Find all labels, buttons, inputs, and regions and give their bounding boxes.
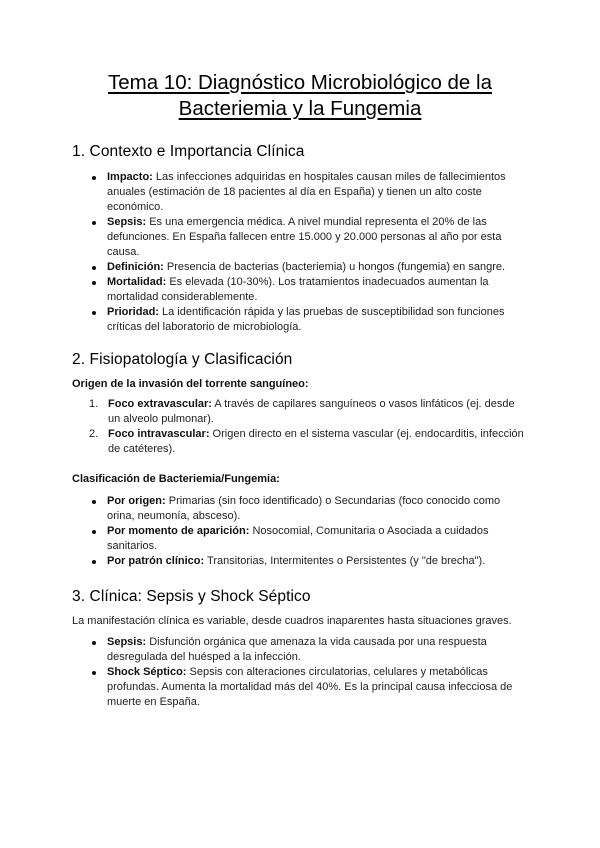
item-text: La identificación rápida y las pruebas de susceptibilidad son funciones críticas del laboratorio de microbiología. bbox=[107, 306, 505, 333]
list-item bbox=[72, 427, 528, 457]
classification-list bbox=[72, 494, 528, 569]
item-label: Foco extravascular: bbox=[108, 398, 212, 410]
section-1-heading: 1. Contexto e Importancia Clínica bbox=[72, 143, 305, 160]
item-text: Sepsis con alteraciones circulatorias, celulares y metabólicas profundas. Aumenta la mortalidad más del 40%. Es la principal causa infecciosa de muerte en España. bbox=[107, 666, 513, 708]
item-label: Por momento de aparición: bbox=[107, 525, 250, 537]
list-item bbox=[72, 170, 528, 215]
list-item bbox=[72, 554, 528, 569]
item-label: Impacto: bbox=[107, 171, 153, 183]
origin-subheading: Origen de la invasión del torrente sanguíneo: bbox=[72, 378, 309, 390]
item-text: Es elevada (10-30%). Los tratamientos inadecuados aumentan la mortalidad considerablemente. bbox=[107, 276, 489, 303]
origin-list bbox=[72, 397, 528, 457]
title-line-2: Bacteriemia y la Fungemia bbox=[178, 97, 422, 120]
section-2-heading: 2. Fisiopatología y Clasificación bbox=[72, 351, 293, 368]
item-label: Mortalidad: bbox=[107, 276, 167, 288]
item-number: 1. bbox=[89, 398, 99, 410]
item-number: 2. bbox=[89, 428, 99, 440]
list-item bbox=[72, 494, 528, 524]
title-line-1: Tema 10: Diagnóstico Microbiológico de la bbox=[107, 71, 492, 94]
classification-subheading: Clasificación de Bacteriemia/Fungemia: bbox=[72, 473, 280, 485]
list-item bbox=[72, 524, 528, 554]
item-label: Prioridad: bbox=[107, 306, 159, 318]
item-text: Presencia de bacterias (bacteriemia) u hongos (fungemia) en sangre. bbox=[166, 261, 506, 273]
item-text: A través de capilares sanguíneos o vasos linfáticos (ej. desde un alveolo pulmonar). bbox=[108, 398, 515, 425]
list-item bbox=[72, 397, 528, 427]
item-text: Las infecciones adquiridas en hospitales causan miles de fallecimientos anuales (estimación de 18 pacientes al día en España) y tienen un alto coste económico. bbox=[107, 171, 506, 213]
list-item bbox=[72, 635, 528, 665]
item-text: Primarias (sin foco identificado) o Secundarias (foco conocido como orina, neumonía, absceso). bbox=[107, 495, 501, 522]
section-1-list bbox=[72, 170, 528, 335]
item-text: Disfunción orgánica que amenaza la vida causada por una respuesta desregulada del huésped a la infección. bbox=[107, 636, 487, 663]
item-label: Definición: bbox=[107, 261, 164, 273]
item-label: Por origen: bbox=[107, 495, 166, 507]
list-item bbox=[72, 275, 528, 305]
list-item bbox=[72, 665, 528, 710]
item-text: Transitorias, Intermitentes o Persistentes (y "de brecha"). bbox=[207, 555, 486, 567]
list-item bbox=[72, 215, 528, 260]
item-text: Es una emergencia médica. A nivel mundial representa el 20% de las defunciones. En España fallecen entre 15.000 y 20.000 personas al año por esta causa. bbox=[107, 216, 502, 258]
item-label: Foco intravascular: bbox=[108, 428, 210, 440]
document-title bbox=[72, 70, 528, 122]
list-item bbox=[72, 305, 528, 335]
item-label: Sepsis: bbox=[107, 636, 147, 648]
section-3-list bbox=[72, 635, 528, 710]
section-3-intro: La manifestación clínica es variable, desde cuadros inaparentes hasta situaciones graves. bbox=[72, 615, 512, 627]
item-label: Por patrón clínico: bbox=[107, 555, 205, 567]
item-text: Origen directo en el sistema vascular (ej. endocarditis, infección de catéteres). bbox=[108, 428, 524, 455]
item-label: Shock Séptico: bbox=[107, 666, 187, 678]
item-label: Sepsis: bbox=[107, 216, 147, 228]
list-item bbox=[72, 260, 528, 275]
item-text: Nosocomial, Comunitaria o Asociada a cuidados sanitarios. bbox=[107, 525, 489, 552]
section-3-heading: 3. Clínica: Sepsis y Shock Séptico bbox=[72, 588, 311, 605]
